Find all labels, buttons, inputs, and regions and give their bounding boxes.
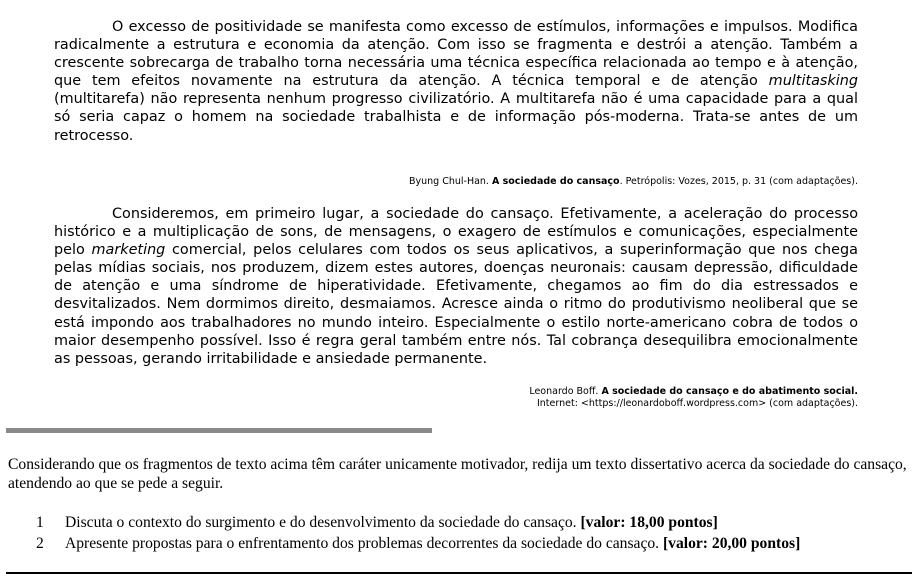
citation-title-end: . <box>854 386 858 397</box>
citation-1 <box>409 176 858 188</box>
text-paragraph <box>54 18 858 145</box>
citation-line-1 <box>529 386 858 398</box>
prompt-text: Considerando que os fragmentos de texto acima têm caráter unicamente motivador, redija um texto dissertativo acerca da sociedade do cansaço, atendendo ao que se pede a seguir. <box>8 456 907 492</box>
citation-details: . Petrópolis: Vozes, 2015, p. 31 (com adaptações). <box>619 176 858 187</box>
item-value: [valor: 18,00 pontos] <box>580 514 718 531</box>
item-text: Discuta o contexto do surgimento e do desenvolvimento da sociedade do cansaço. <box>65 514 581 531</box>
paragraph-text-start: Consideremos, em primeiro lugar, a sociedade do cansaço. Efetivamente, a aceleração do processo histórico e a multiplicação de sons, de mensagens, o exagero de estímulos e comunicações, especialmente pelo <box>54 206 858 259</box>
list-item <box>36 534 800 553</box>
paragraph-text-start: O excesso de positividade se manifesta como excesso de estímulos, informações e impulsos. Modifica radicalmente a estrutura e economia da atenção. Com isso se fragmenta e destrói a atenção. Também a crescente sobrecarga de trabalho torna necessária uma técnica específica relacionada ao tempo e à atenção, que tem efeitos novamente na estrutura da atenção. A técnica temporal e de atenção <box>54 19 858 90</box>
paragraph-text-end: comercial, pelos celulares com todos os seus aplicativos, a superinformação que nos chega pelas mídias sociais, nos produzem, dizem estes autores, doenças neuronais: causam depressão, dificuldade de atenção e uma síndrome de hiperatividade. Efetivamente, chegamos ao fim do dia estressados e desvitalizados. Nem dormimos direito, desmaiamos. Acresce ainda o ritmo do produtivismo neoliberal que se está impondo aos trabalhadores no mundo inteiro. Especialmente o estilo norte-americano cobra de todos o maior desempenho possível. Isso é regra geral também entre nós. Tal cobrança desequilibra emocionalmente as pessoas, gerando irritabilidade e ansiedade permanente. <box>54 242 858 367</box>
motivating-text-2 <box>54 205 858 368</box>
citation-author: Byung Chul-Han. <box>408 176 492 187</box>
italic-term: multitasking <box>768 73 858 90</box>
section-divider <box>6 428 432 433</box>
paragraph-text-end: (multitarefa) não representa nenhum progresso civilizatório. A multitarefa não é uma capacidade para a qual só seria capaz o homem na sociedade trabalhista e de informação pós-moderna. Trata-se antes de um retrocesso. <box>54 91 858 144</box>
citation-line-2: Internet: <https://leonardoboff.wordpress.com> (com adaptações). <box>536 397 858 409</box>
citation-title: A sociedade do cansaço <box>491 176 620 187</box>
item-number: 1 <box>36 514 44 531</box>
italic-term: marketing <box>91 242 166 259</box>
text-paragraph <box>54 205 858 368</box>
list-item <box>36 513 718 532</box>
citation-title: A sociedade do cansaço e do abatimento social <box>601 386 855 397</box>
item-number: 2 <box>36 535 44 552</box>
motivating-text-1 <box>54 18 858 145</box>
citation-2 <box>529 386 858 409</box>
citation-author: Leonardo Boff. <box>529 386 602 397</box>
item-text: Apresente propostas para o enfrentamento dos problemas decorrentes da sociedade do cansaço. <box>65 535 663 552</box>
bottom-rule <box>6 572 912 574</box>
item-value: [valor: 20,00 pontos] <box>662 535 801 552</box>
